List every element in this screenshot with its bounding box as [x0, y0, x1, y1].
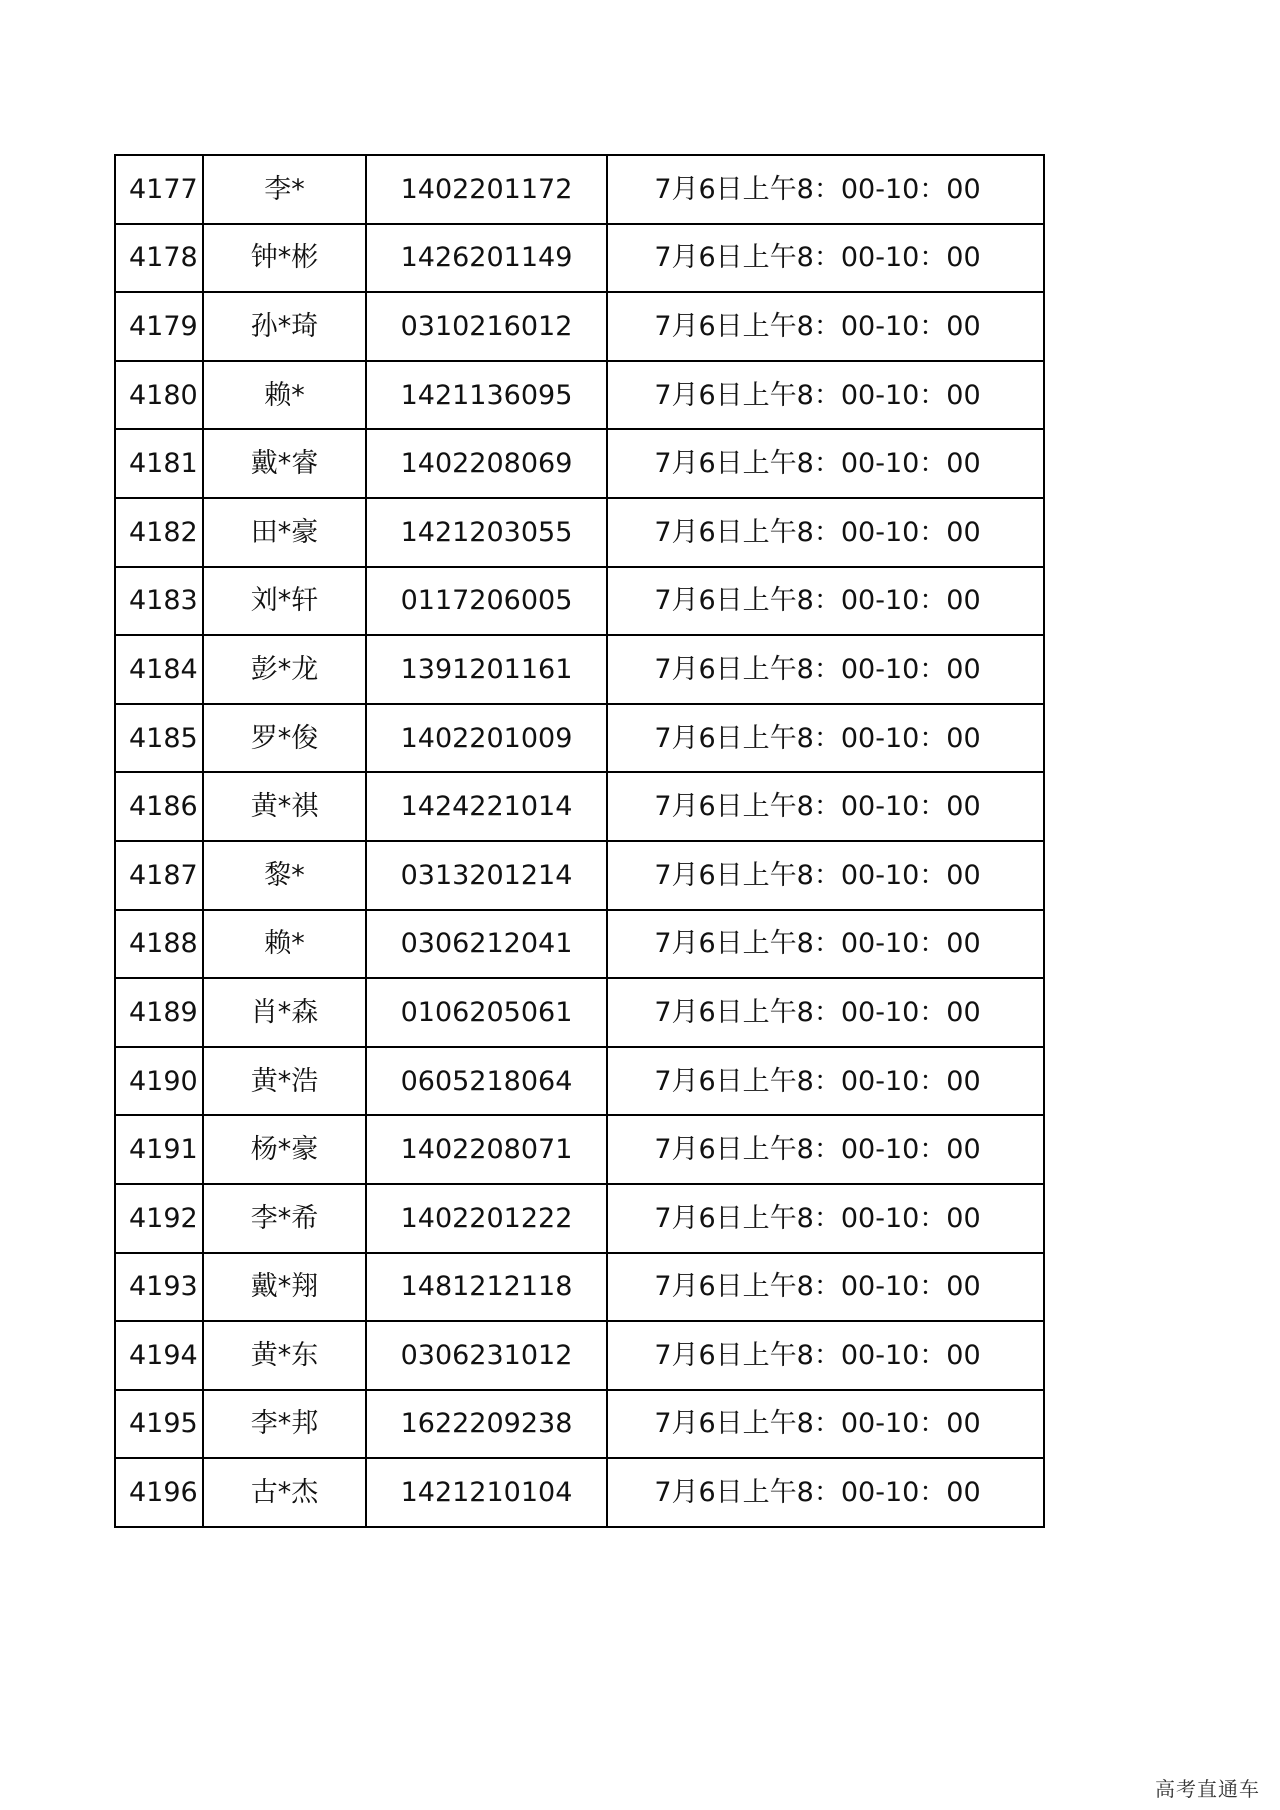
name-cell: 李*邦	[203, 1390, 366, 1459]
seq-cell: 4192	[115, 1184, 203, 1253]
table-row	[115, 635, 1044, 704]
seq-cell: 4191	[115, 1115, 203, 1184]
exam-id-cell: 1402201222	[366, 1184, 607, 1253]
time-cell: 7月6日上午8：00-10：00	[607, 1253, 1044, 1322]
name-cell: 彭*龙	[203, 635, 366, 704]
table-row	[115, 1321, 1044, 1390]
exam-id-cell: 1402201009	[366, 704, 607, 773]
seq-cell: 4181	[115, 429, 203, 498]
name-cell: 赖*	[203, 910, 366, 979]
exam-id-cell: 0605218064	[366, 1047, 607, 1116]
name-cell: 黎*	[203, 841, 366, 910]
time-cell: 7月6日上午8：00-10：00	[607, 155, 1044, 224]
seq-cell: 4185	[115, 704, 203, 773]
seq-cell: 4179	[115, 292, 203, 361]
exam-id-cell: 1402201172	[366, 155, 607, 224]
seq-cell: 4190	[115, 1047, 203, 1116]
name-cell: 黄*浩	[203, 1047, 366, 1116]
seq-cell: 4194	[115, 1321, 203, 1390]
table-row	[115, 978, 1044, 1047]
seq-cell: 4189	[115, 978, 203, 1047]
table-row	[115, 772, 1044, 841]
time-cell: 7月6日上午8：00-10：00	[607, 567, 1044, 636]
table-row	[115, 1115, 1044, 1184]
table-row	[115, 155, 1044, 224]
name-cell: 肖*森	[203, 978, 366, 1047]
table-row	[115, 1253, 1044, 1322]
exam-id-cell: 0306212041	[366, 910, 607, 979]
table-row	[115, 498, 1044, 567]
seq-cell: 4193	[115, 1253, 203, 1322]
name-cell: 刘*轩	[203, 567, 366, 636]
name-cell: 罗*俊	[203, 704, 366, 773]
table-row	[115, 429, 1044, 498]
exam-id-cell: 1622209238	[366, 1390, 607, 1459]
exam-id-cell: 1481212118	[366, 1253, 607, 1322]
seq-cell: 4188	[115, 910, 203, 979]
seq-cell: 4182	[115, 498, 203, 567]
exam-id-cell: 1391201161	[366, 635, 607, 704]
time-cell: 7月6日上午8：00-10：00	[607, 1390, 1044, 1459]
time-cell: 7月6日上午8：00-10：00	[607, 224, 1044, 293]
time-cell: 7月6日上午8：00-10：00	[607, 429, 1044, 498]
time-cell: 7月6日上午8：00-10：00	[607, 1115, 1044, 1184]
name-cell: 李*	[203, 155, 366, 224]
time-cell: 7月6日上午8：00-10：00	[607, 772, 1044, 841]
name-cell: 戴*翔	[203, 1253, 366, 1322]
time-cell: 7月6日上午8：00-10：00	[607, 841, 1044, 910]
time-cell: 7月6日上午8：00-10：00	[607, 361, 1044, 430]
time-cell: 7月6日上午8：00-10：00	[607, 635, 1044, 704]
name-cell: 赖*	[203, 361, 366, 430]
seq-cell: 4184	[115, 635, 203, 704]
seq-cell: 4186	[115, 772, 203, 841]
exam-id-cell: 0313201214	[366, 841, 607, 910]
exam-id-cell: 1421210104	[366, 1458, 607, 1527]
name-cell: 孙*琦	[203, 292, 366, 361]
table-row	[115, 1184, 1044, 1253]
seq-cell: 4183	[115, 567, 203, 636]
name-cell: 戴*睿	[203, 429, 366, 498]
roster-table	[114, 154, 1045, 1528]
exam-id-cell: 0106205061	[366, 978, 607, 1047]
name-cell: 田*豪	[203, 498, 366, 567]
table-row	[115, 292, 1044, 361]
name-cell: 古*杰	[203, 1458, 366, 1527]
time-cell: 7月6日上午8：00-10：00	[607, 1047, 1044, 1116]
time-cell: 7月6日上午8：00-10：00	[607, 1321, 1044, 1390]
seq-cell: 4187	[115, 841, 203, 910]
exam-id-cell: 1426201149	[366, 224, 607, 293]
time-cell: 7月6日上午8：00-10：00	[607, 1184, 1044, 1253]
seq-cell: 4195	[115, 1390, 203, 1459]
time-cell: 7月6日上午8：00-10：00	[607, 910, 1044, 979]
name-cell: 钟*彬	[203, 224, 366, 293]
time-cell: 7月6日上午8：00-10：00	[607, 292, 1044, 361]
name-cell: 李*希	[203, 1184, 366, 1253]
exam-id-cell: 1421203055	[366, 498, 607, 567]
name-cell: 黄*祺	[203, 772, 366, 841]
table-row	[115, 1458, 1044, 1527]
seq-cell: 4178	[115, 224, 203, 293]
exam-id-cell: 0117206005	[366, 567, 607, 636]
table-row	[115, 567, 1044, 636]
exam-id-cell: 1402208071	[366, 1115, 607, 1184]
table-row	[115, 704, 1044, 773]
roster-table-body	[115, 155, 1044, 1527]
table-row	[115, 361, 1044, 430]
exam-id-cell: 1424221014	[366, 772, 607, 841]
seq-cell: 4177	[115, 155, 203, 224]
seq-cell: 4180	[115, 361, 203, 430]
time-cell: 7月6日上午8：00-10：00	[607, 978, 1044, 1047]
table-row	[115, 224, 1044, 293]
name-cell: 黄*东	[203, 1321, 366, 1390]
table-row	[115, 841, 1044, 910]
seq-cell: 4196	[115, 1458, 203, 1527]
table-row	[115, 1047, 1044, 1116]
time-cell: 7月6日上午8：00-10：00	[607, 704, 1044, 773]
exam-id-cell: 1421136095	[366, 361, 607, 430]
name-cell: 杨*豪	[203, 1115, 366, 1184]
table-row	[115, 1390, 1044, 1459]
time-cell: 7月6日上午8：00-10：00	[607, 1458, 1044, 1527]
watermark-text: 高考直通车	[1155, 1777, 1260, 1801]
table-row	[115, 910, 1044, 979]
time-cell: 7月6日上午8：00-10：00	[607, 498, 1044, 567]
exam-id-cell: 1402208069	[366, 429, 607, 498]
exam-id-cell: 0310216012	[366, 292, 607, 361]
exam-id-cell: 0306231012	[366, 1321, 607, 1390]
